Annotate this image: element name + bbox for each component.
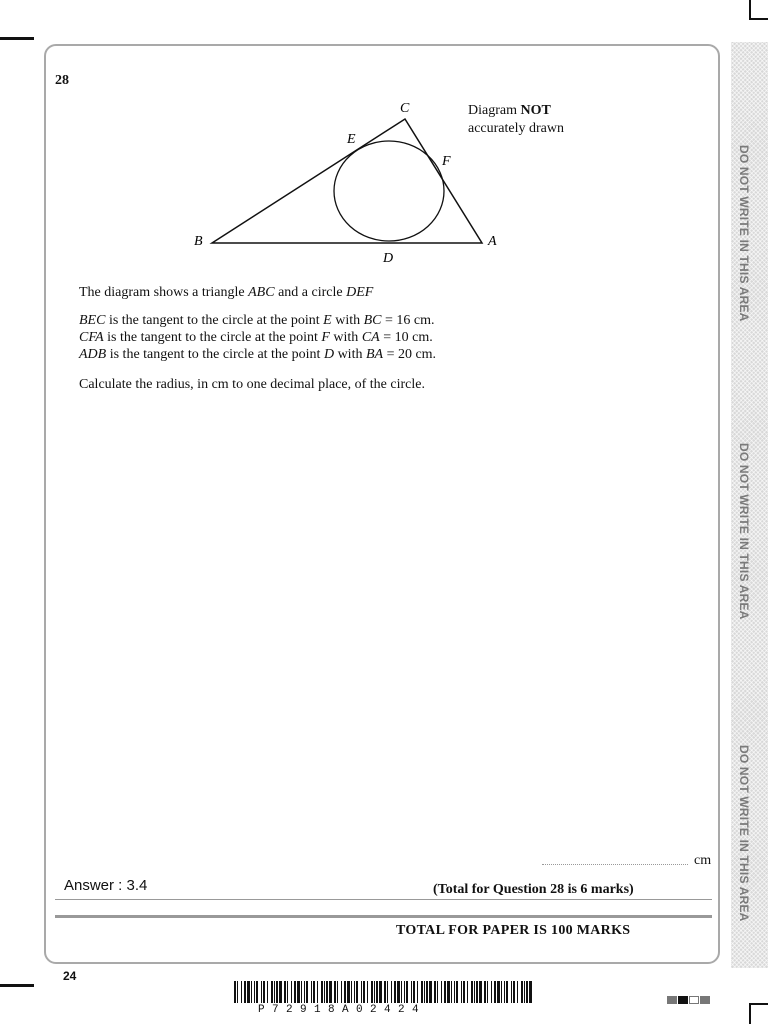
barcode-bar [441,981,442,1003]
barcode-bar [434,981,436,1003]
barcode-bar [394,981,396,1003]
barcode-bar [234,981,236,1003]
barcode-bar [291,981,292,1003]
label-f: F [442,154,451,169]
crop-mark-top-left [0,37,34,40]
tangent-info [79,312,436,363]
reg-mark-1 [667,996,677,1004]
crop-mark-top-right-h [749,18,768,20]
question-intro: The diagram shows a triangle ABC and a circle DEF [79,285,374,300]
barcode-bar [244,981,246,1003]
label-a: A [488,234,497,249]
barcode-bar [384,981,386,1003]
crop-mark-bottom-left [0,984,34,987]
barcode-bar [256,981,258,1003]
barcode-bar [411,981,412,1003]
margin-warning-middle: DO NOT WRITE IN THIS AREA [737,443,751,620]
barcode-bar [413,981,415,1003]
barcode-bar [467,981,468,1003]
barcode-bar [279,981,282,1003]
barcode-bar [306,981,308,1003]
barcode-bar [334,981,336,1003]
barcode-bar [241,981,242,1003]
barcode-bar [429,981,432,1003]
barcode-bar [326,981,328,1003]
page-number: 24 [63,969,77,983]
barcode-bar [451,981,452,1003]
barcode-bar [321,981,323,1003]
barcode-bar [401,981,402,1003]
barcode-bar [337,981,338,1003]
barcode-bar [517,981,518,1003]
barcode-bar [284,981,286,1003]
barcode-bar [376,981,378,1003]
barcode-bar [351,981,352,1003]
barcode-bar [379,981,382,1003]
barcode-bar [397,981,400,1003]
label-c: C [400,101,410,116]
label-b: B [194,234,203,249]
triangle-circle-diagram [180,95,510,270]
barcode-bar [261,981,262,1003]
barcode-bar [497,981,500,1003]
barcode-bar [324,981,325,1003]
barcode-bar [271,981,273,1003]
barcode-bar [301,981,302,1003]
barcode-bar [524,981,525,1003]
barcode-bar [513,981,515,1003]
barcode-bar [426,981,428,1003]
barcode-bar [237,981,238,1003]
barcode-bar [311,981,312,1003]
paper-total-marks: TOTAL FOR PAPER IS 100 MARKS [396,923,631,938]
barcode-bar [471,981,473,1003]
barcode-bar [421,981,423,1003]
barcode-bar [329,981,332,1003]
question-number: 28 [55,73,69,88]
divider-thin [55,899,712,900]
barcode-bar [347,981,350,1003]
label-e: E [347,132,356,147]
barcode-bar [371,981,373,1003]
barcode-bar [387,981,388,1003]
barcode-bar [456,981,458,1003]
barcode-bar [529,981,532,1003]
tangent-line-bec: BEC is the tangent to the circle at the point E with BC = 16 cm. [79,313,435,328]
barcode-bar [254,981,255,1003]
barcode-bar [511,981,512,1003]
barcode-bar [494,981,496,1003]
reg-mark-4 [700,996,710,1004]
barcode-bar [391,981,392,1003]
barcode-bar [247,981,250,1003]
registration-marks [667,996,711,1014]
barcode-bar [344,981,346,1003]
barcode-number: P72918A02424 [258,1004,427,1016]
margin-warning-bottom: DO NOT WRITE IN THIS AREA [737,745,751,922]
barcode-bar [424,981,425,1003]
barcode-bar [267,981,268,1003]
barcode-bar [276,981,278,1003]
crop-mark-bottom-right [749,1003,751,1024]
barcode-bar [294,981,296,1003]
barcode-bar [361,981,362,1003]
barcode-bar [374,981,375,1003]
barcode-bar [506,981,508,1003]
crop-mark-bottom-right-h [749,1003,768,1005]
tangent-line-adb: ADB is the tangent to the circle at the point D with BA = 20 cm. [79,347,437,362]
barcode-bar [406,981,408,1003]
barcode-bar [437,981,438,1003]
barcode-bar [287,981,288,1003]
barcode-bar [274,981,275,1003]
crop-mark-top-right [749,0,751,20]
barcode-bar [317,981,318,1003]
reg-mark-3 [689,996,699,1004]
barcode-bar [461,981,462,1003]
barcode-bar [474,981,475,1003]
inscribed-circle-def [334,141,444,241]
divider-thick [55,915,712,918]
barcode-bar [521,981,523,1003]
barcode-bar [526,981,528,1003]
barcode-bar [454,981,455,1003]
barcode-bar [367,981,368,1003]
reg-mark-2 [678,996,688,1004]
barcode-bar [501,981,502,1003]
barcode-bar [356,981,358,1003]
barcode-bar [313,981,315,1003]
barcode-bar [341,981,342,1003]
barcode-bar [447,981,450,1003]
barcode-bar [297,981,300,1003]
tangent-line-cfa: CFA is the tangent to the circle at the point F with CA = 10 cm. [79,330,433,345]
answer-unit: cm [694,853,712,868]
barcode-bar [417,981,418,1003]
handwritten-answer: Answer : 3.4 [64,877,148,894]
question-instruction: Calculate the radius, in cm to one decimal place, of the circle. [79,377,425,392]
barcode-bar [444,981,446,1003]
margin-warning-top: DO NOT WRITE IN THIS AREA [737,145,751,322]
label-d: D [383,251,394,266]
barcode-bar [491,981,492,1003]
barcode-bar [479,981,482,1003]
diagram-note: Diagram NOT accurately drawn [468,103,564,136]
question-total-marks: (Total for Question 28 is 6 marks) [433,882,634,897]
barcode-bar [487,981,488,1003]
barcode-bar [304,981,305,1003]
barcode-bar [404,981,405,1003]
barcode-bar [463,981,465,1003]
barcode-bar [263,981,265,1003]
answer-line[interactable] [542,864,688,865]
barcode-bar [251,981,252,1003]
barcode-bar [354,981,355,1003]
barcode-bar [476,981,478,1003]
barcode-bar [363,981,365,1003]
barcode-bar [484,981,486,1003]
barcode-bar [504,981,505,1003]
